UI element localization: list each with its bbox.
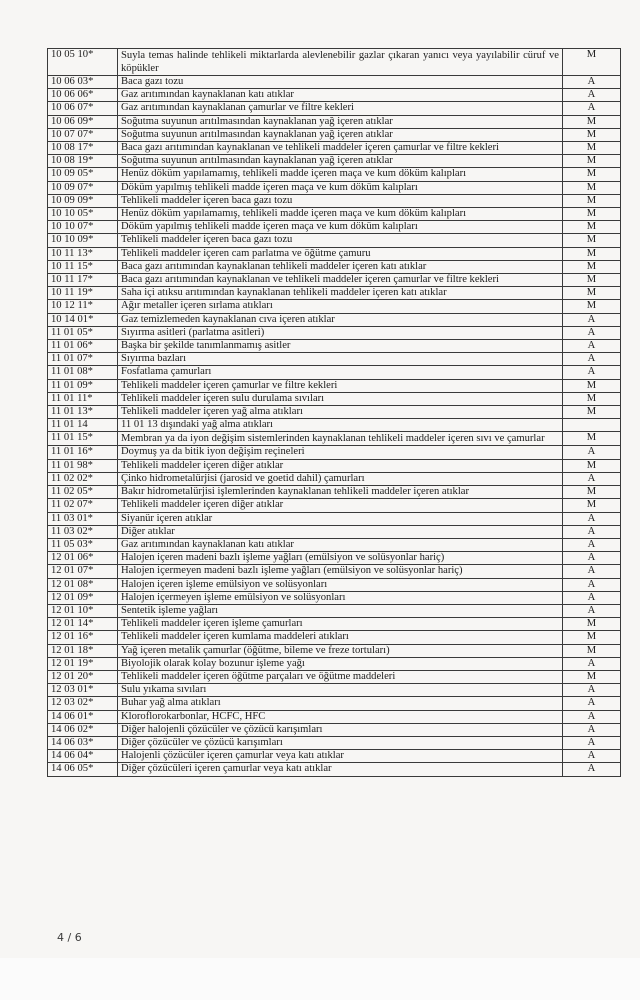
waste-type-cell: M	[563, 115, 621, 128]
waste-type-cell: A	[563, 710, 621, 723]
waste-code-cell: 14 06 01*	[48, 710, 118, 723]
waste-description-cell: Biyolojik olarak kolay bozunur işleme yağı	[118, 657, 563, 670]
waste-code-cell: 12 01 08*	[48, 578, 118, 591]
waste-code-cell: 11 01 13*	[48, 406, 118, 419]
waste-description-cell: Diğer halojenli çözücüler ve çözücü karışımları	[118, 723, 563, 736]
waste-type-cell: M	[563, 631, 621, 644]
waste-code-cell: 10 09 07*	[48, 181, 118, 194]
waste-description-cell: Soğutma suyunun arıtılmasından kaynaklanan yağ içeren atıklar	[118, 155, 563, 168]
waste-type-cell: A	[563, 102, 621, 115]
waste-type-cell: A	[563, 565, 621, 578]
waste-code-cell: 10 10 09*	[48, 234, 118, 247]
waste-code-cell: 10 06 03*	[48, 76, 118, 89]
table-row	[48, 221, 621, 234]
waste-description-cell: Gaz arıtımından kaynaklanan katı atıklar	[118, 538, 563, 551]
table-row	[48, 128, 621, 141]
waste-code-cell: 14 06 05*	[48, 763, 118, 776]
waste-description-cell: Tehlikeli maddeler içeren öğütme parçaları ve öğütme maddeleri	[118, 670, 563, 683]
waste-type-cell: A	[563, 684, 621, 697]
waste-type-cell: M	[563, 128, 621, 141]
table-row	[48, 512, 621, 525]
table-row	[48, 538, 621, 551]
waste-type-cell: M	[563, 459, 621, 472]
waste-type-cell: A	[563, 697, 621, 710]
waste-code-cell: 11 02 02*	[48, 472, 118, 485]
waste-code-cell: 11 01 98*	[48, 459, 118, 472]
table-row	[48, 181, 621, 194]
table-row	[48, 208, 621, 221]
waste-type-cell: M	[563, 247, 621, 260]
waste-type-cell: A	[563, 657, 621, 670]
waste-description-cell: Bakır hidrometalürjisi işlemlerinden kaynaklanan tehlikeli maddeler içeren atıklar	[118, 486, 563, 499]
waste-type-cell: A	[563, 76, 621, 89]
waste-type-cell: A	[563, 353, 621, 366]
waste-code-cell: 10 08 19*	[48, 155, 118, 168]
waste-type-cell: M	[563, 618, 621, 631]
waste-description-cell: Baca gazı arıtımından kaynaklanan tehlikeli maddeler içeren katı atıklar	[118, 260, 563, 273]
waste-description-cell: Siyanür içeren atıklar	[118, 512, 563, 525]
waste-type-cell: M	[563, 670, 621, 683]
table-row	[48, 618, 621, 631]
table-row	[48, 499, 621, 512]
waste-type-cell: M	[563, 392, 621, 405]
waste-code-cell: 11 03 02*	[48, 525, 118, 538]
waste-description-cell: Halojen içermeyen madeni bazlı işleme yağları (emülsiyon ve solüsyonlar hariç)	[118, 565, 563, 578]
table-row	[48, 525, 621, 538]
waste-type-cell: A	[563, 723, 621, 736]
waste-code-cell: 11 02 05*	[48, 486, 118, 499]
table-row	[48, 115, 621, 128]
waste-type-cell: M	[563, 221, 621, 234]
waste-description-cell: Suyla temas halinde tehlikeli miktarlarda alevlenebilir gazlar çıkaran yanıcı veya yayılabilir cüruf ve köpükler	[118, 49, 563, 76]
table-row	[48, 234, 621, 247]
waste-code-table	[47, 48, 621, 777]
waste-type-cell: A	[563, 313, 621, 326]
table-row	[48, 340, 621, 353]
waste-description-cell: Başka bir şekilde tanımlanmamış asitler	[118, 340, 563, 353]
table-row	[48, 260, 621, 273]
waste-type-cell: A	[563, 326, 621, 339]
waste-table-body	[48, 49, 621, 777]
waste-code-cell: 12 01 10*	[48, 604, 118, 617]
waste-type-cell: M	[563, 406, 621, 419]
waste-code-cell: 10 11 15*	[48, 260, 118, 273]
waste-code-cell: 12 01 07*	[48, 565, 118, 578]
waste-type-cell: A	[563, 591, 621, 604]
waste-type-cell: A	[563, 89, 621, 102]
waste-code-cell: 11 01 08*	[48, 366, 118, 379]
table-row	[48, 326, 621, 339]
waste-description-cell: Yağ içeren metalik çamurlar (öğütme, bileme ve freze tortuları)	[118, 644, 563, 657]
waste-code-cell: 11 01 06*	[48, 340, 118, 353]
waste-description-cell: Tehlikeli maddeler içeren cam parlatma ve öğütme çamuru	[118, 247, 563, 260]
waste-code-cell: 12 01 20*	[48, 670, 118, 683]
waste-description-cell: Doymuş ya da bitik iyon değişim reçineleri	[118, 446, 563, 459]
waste-type-cell: M	[563, 260, 621, 273]
waste-type-cell: A	[563, 578, 621, 591]
waste-description-cell: Henüz döküm yapılamamış, tehlikeli madde içeren maça ve kum döküm kalıpları	[118, 208, 563, 221]
waste-code-cell: 11 01 09*	[48, 379, 118, 392]
waste-code-cell: 10 07 07*	[48, 128, 118, 141]
table-row	[48, 750, 621, 763]
waste-description-cell: Soğutma suyunun arıtılmasından kaynaklanan yağ içeren atıklar	[118, 128, 563, 141]
waste-code-cell: 12 01 19*	[48, 657, 118, 670]
table-row	[48, 670, 621, 683]
table-row	[48, 379, 621, 392]
waste-description-cell: Tehlikeli maddeler içeren çamurlar ve filtre kekleri	[118, 379, 563, 392]
waste-type-cell: A	[563, 763, 621, 776]
waste-code-cell: 12 03 02*	[48, 697, 118, 710]
table-row	[48, 710, 621, 723]
waste-description-cell: Döküm yapılmış tehlikeli madde içeren maça ve kum döküm kalıpları	[118, 181, 563, 194]
waste-description-cell: Sıyırma asitleri (parlatma asitleri)	[118, 326, 563, 339]
waste-type-cell: M	[563, 287, 621, 300]
table-row	[48, 419, 621, 432]
waste-code-cell: 10 09 05*	[48, 168, 118, 181]
waste-type-cell: M	[563, 300, 621, 313]
waste-type-cell: A	[563, 525, 621, 538]
waste-type-cell: A	[563, 512, 621, 525]
waste-code-cell: 11 01 07*	[48, 353, 118, 366]
waste-type-cell: A	[563, 736, 621, 749]
waste-description-cell: Gaz arıtımından kaynaklanan çamurlar ve filtre kekleri	[118, 102, 563, 115]
waste-description-cell: Diğer atıklar	[118, 525, 563, 538]
waste-type-cell: M	[563, 194, 621, 207]
table-row	[48, 459, 621, 472]
table-row	[48, 723, 621, 736]
waste-code-cell: 12 01 16*	[48, 631, 118, 644]
waste-description-cell: Döküm yapılmış tehlikeli madde içeren maça ve kum döküm kalıpları	[118, 221, 563, 234]
waste-type-cell	[563, 419, 621, 432]
waste-description-cell: Gaz temizlemeden kaynaklanan cıva içeren atıklar	[118, 313, 563, 326]
table-row	[48, 604, 621, 617]
table-row	[48, 247, 621, 260]
waste-description-cell: Sentetik işleme yağları	[118, 604, 563, 617]
waste-code-cell: 10 11 17*	[48, 274, 118, 287]
waste-type-cell: A	[563, 538, 621, 551]
waste-code-cell: 10 11 13*	[48, 247, 118, 260]
table-row	[48, 578, 621, 591]
waste-description-cell: Tehlikeli maddeler içeren işleme çamurları	[118, 618, 563, 631]
waste-description-cell: Çinko hidrometalürjisi (jarosid ve goetid dahil) çamurları	[118, 472, 563, 485]
table-row	[48, 102, 621, 115]
waste-description-cell: Diğer çözücüleri içeren çamurlar veya katı atıklar	[118, 763, 563, 776]
waste-type-cell: M	[563, 379, 621, 392]
waste-code-cell: 10 05 10*	[48, 49, 118, 76]
waste-description-cell: Tehlikeli maddeler içeren diğer atıklar	[118, 459, 563, 472]
waste-type-cell: M	[563, 49, 621, 76]
table-row	[48, 697, 621, 710]
table-row	[48, 657, 621, 670]
waste-code-cell: 11 02 07*	[48, 499, 118, 512]
waste-type-cell: A	[563, 472, 621, 485]
waste-code-cell: 11 05 03*	[48, 538, 118, 551]
waste-description-cell: Tehlikeli maddeler içeren baca gazı tozu	[118, 194, 563, 207]
waste-code-cell: 10 10 07*	[48, 221, 118, 234]
waste-type-cell: A	[563, 366, 621, 379]
waste-description-cell: Baca gazı tozu	[118, 76, 563, 89]
waste-description-cell: Fosfatlama çamurları	[118, 366, 563, 379]
table-row	[48, 486, 621, 499]
table-row	[48, 406, 621, 419]
waste-code-cell: 12 01 18*	[48, 644, 118, 657]
table-row	[48, 274, 621, 287]
waste-type-cell: A	[563, 446, 621, 459]
waste-description-cell: Halojen içeren madeni bazlı işleme yağları (emülsiyon ve solüsyonlar hariç)	[118, 552, 563, 565]
waste-code-cell: 14 06 02*	[48, 723, 118, 736]
waste-code-cell: 11 01 16*	[48, 446, 118, 459]
table-row	[48, 644, 621, 657]
table-row	[48, 432, 621, 446]
table-row	[48, 287, 621, 300]
waste-description-cell: Tehlikeli maddeler içeren sulu durulama sıvıları	[118, 392, 563, 405]
waste-description-cell: Kloroflorokarbonlar, HCFC, HFC	[118, 710, 563, 723]
waste-type-cell: A	[563, 552, 621, 565]
waste-description-cell: Buhar yağ alma atıkları	[118, 697, 563, 710]
waste-type-cell: M	[563, 168, 621, 181]
waste-type-cell: M	[563, 181, 621, 194]
waste-description-cell: Baca gazı arıtımından kaynaklanan ve tehlikeli maddeler içeren çamurlar ve filtre kekleri	[118, 274, 563, 287]
waste-type-cell: M	[563, 274, 621, 287]
waste-code-cell: 10 06 07*	[48, 102, 118, 115]
table-row	[48, 763, 621, 776]
waste-code-cell: 10 12 11*	[48, 300, 118, 313]
waste-code-cell: 14 06 03*	[48, 736, 118, 749]
waste-type-cell: M	[563, 499, 621, 512]
waste-code-cell: 11 01 11*	[48, 392, 118, 405]
waste-description-cell: Tehlikeli maddeler içeren baca gazı tozu	[118, 234, 563, 247]
waste-description-cell: Membran ya da iyon değişim sistemlerinden kaynaklanan tehlikeli maddeler içeren sıvı ve çamurlar	[118, 432, 563, 446]
waste-type-cell: M	[563, 142, 621, 155]
waste-description-cell: Sıyırma bazları	[118, 353, 563, 366]
waste-description-cell: Diğer çözücüler ve çözücü karışımları	[118, 736, 563, 749]
waste-description-cell: Halojenli çözücüler içeren çamurlar veya katı atıklar	[118, 750, 563, 763]
page-number: 4 / 6	[57, 931, 82, 944]
waste-description-cell: Henüz döküm yapılamamış, tehlikeli madde içeren maça ve kum döküm kalıpları	[118, 168, 563, 181]
table-row	[48, 300, 621, 313]
table-row	[48, 155, 621, 168]
table-row	[48, 76, 621, 89]
table-row	[48, 736, 621, 749]
waste-code-cell: 12 01 09*	[48, 591, 118, 604]
table-row	[48, 552, 621, 565]
waste-description-cell: Baca gazı arıtımından kaynaklanan ve tehlikeli maddeler içeren çamurlar ve filtre kekleri	[118, 142, 563, 155]
waste-description-cell: Soğutma suyunun arıtılmasından kaynaklanan yağ içeren atıklar	[118, 115, 563, 128]
waste-code-cell: 14 06 04*	[48, 750, 118, 763]
table-row	[48, 591, 621, 604]
waste-code-cell: 11 01 15*	[48, 432, 118, 446]
table-row	[48, 194, 621, 207]
waste-type-cell: M	[563, 486, 621, 499]
table-row	[48, 472, 621, 485]
waste-code-cell: 10 10 05*	[48, 208, 118, 221]
waste-type-cell: A	[563, 750, 621, 763]
table-row	[48, 684, 621, 697]
table-row	[48, 366, 621, 379]
table-row	[48, 446, 621, 459]
waste-code-cell: 12 01 14*	[48, 618, 118, 631]
waste-type-cell: M	[563, 155, 621, 168]
waste-code-cell: 11 01 05*	[48, 326, 118, 339]
page-bottom-margin	[0, 958, 640, 1000]
waste-code-cell: 11 01 14	[48, 419, 118, 432]
table-row	[48, 313, 621, 326]
waste-description-cell: Gaz arıtımından kaynaklanan katı atıklar	[118, 89, 563, 102]
table-row	[48, 631, 621, 644]
waste-description-cell: Tehlikeli maddeler içeren kumlama maddeleri atıkları	[118, 631, 563, 644]
waste-code-cell: 12 01 06*	[48, 552, 118, 565]
table-row	[48, 89, 621, 102]
waste-description-cell: 11 01 13 dışındaki yağ alma atıkları	[118, 419, 563, 432]
waste-description-cell: Halojen içermeyen işleme emülsiyon ve solüsyonları	[118, 591, 563, 604]
waste-type-cell: M	[563, 234, 621, 247]
waste-description-cell: Saha içi atıksu arıtımından kaynaklanan tehlikeli maddeler içeren katı atıklar	[118, 287, 563, 300]
waste-type-cell: A	[563, 340, 621, 353]
waste-code-cell: 10 14 01*	[48, 313, 118, 326]
waste-code-cell: 10 11 19*	[48, 287, 118, 300]
table-row	[48, 142, 621, 155]
waste-code-cell: 11 03 01*	[48, 512, 118, 525]
waste-code-cell: 12 03 01*	[48, 684, 118, 697]
table-row	[48, 353, 621, 366]
table-row	[48, 565, 621, 578]
table-row	[48, 49, 621, 76]
table-row	[48, 392, 621, 405]
waste-type-cell: M	[563, 644, 621, 657]
waste-code-cell: 10 08 17*	[48, 142, 118, 155]
waste-description-cell: Tehlikeli maddeler içeren yağ alma atıkları	[118, 406, 563, 419]
waste-type-cell: A	[563, 604, 621, 617]
waste-description-cell: Sulu yıkama sıvıları	[118, 684, 563, 697]
waste-description-cell: Tehlikeli maddeler içeren diğer atıklar	[118, 499, 563, 512]
waste-description-cell: Halojen içeren işleme emülsiyon ve solüsyonları	[118, 578, 563, 591]
waste-description-cell: Ağır metaller içeren sırlama atıkları	[118, 300, 563, 313]
waste-type-cell: M	[563, 208, 621, 221]
waste-code-cell: 10 06 06*	[48, 89, 118, 102]
table-row	[48, 168, 621, 181]
waste-type-cell: M	[563, 432, 621, 446]
waste-code-cell: 10 09 09*	[48, 194, 118, 207]
waste-code-cell: 10 06 09*	[48, 115, 118, 128]
